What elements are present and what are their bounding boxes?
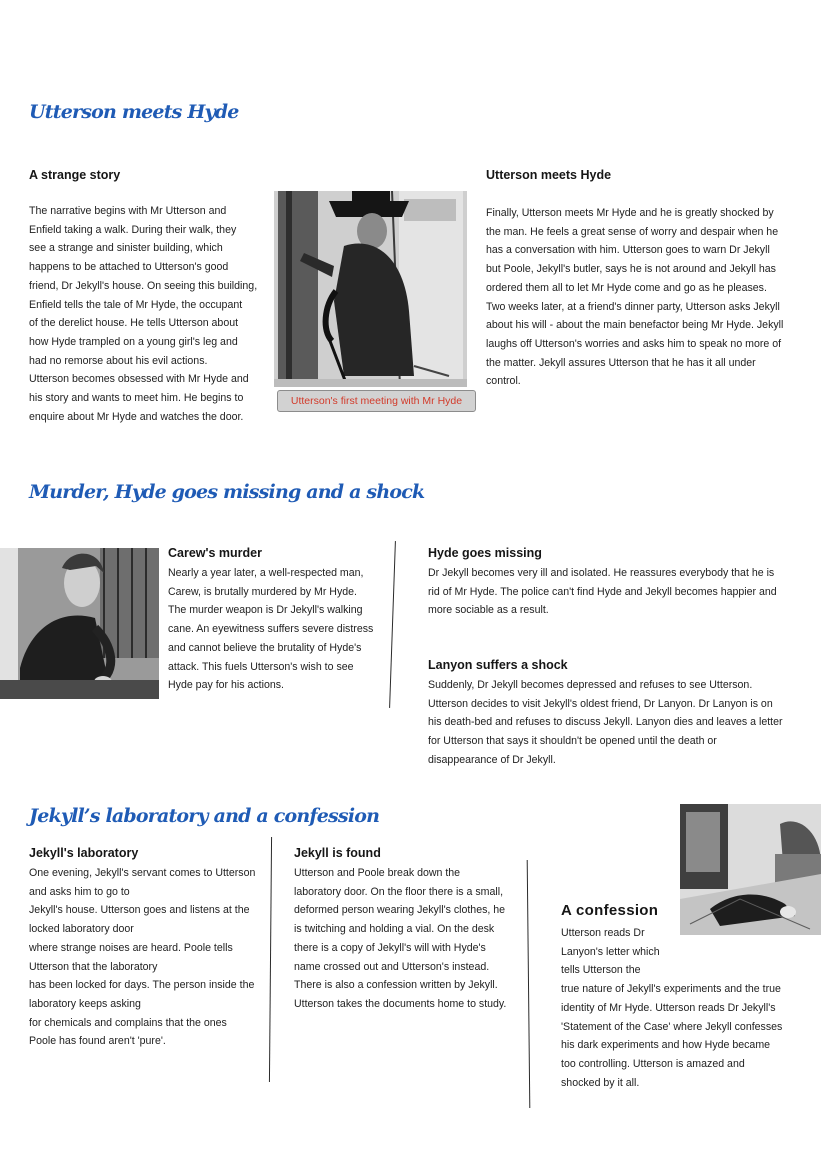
heading-hyde-goes-missing: Hyde goes missing [428,546,542,560]
text-strange-story: The narrative begins with Mr Utterson and Enfield taking a walk. During their walk, they see a strange and sinister building, which happens to be attached to Utterson's good friend, Dr Jekyll's house. On seeing this building, Enfield tells the tale of Mr Hyde, the occupant of the derelict house. He tells Utterson about how Hyde trampled on a young girl's leg and had no remorse about his evil actions. Utterson becomes obsessed with Mr Hyde and his story and wants to meet him. He begins to enquire about Mr Hyde and watches the door. [29,205,258,423]
heading-utterson-meets-hyde: Utterson meets Hyde [486,168,612,182]
text-hyde-goes-missing: Dr Jekyll becomes very ill and isolated. He reassures everybody that he is rid of Mr Hyde. The police can't find Hyde and Jekyll becomes happier and more sociable as a result. [428,567,777,617]
photo-hyde-crouching [0,548,159,699]
heading-a-confession: A confession [561,902,659,919]
text-utterson-meets-hyde: Finally, Utterson meets Mr Hyde and he is greatly shocked by the man. He feels a great sense of worry and despair when he has a conversation with him. Utterson goes to warn Dr Jekyll but Poole, Jekyll's butler, says he is not around and Jekyll has ordered them all to let Mr Hyde come and go as he pleases. Two weeks later, at a friend's dinner party, Utterson asks Jekyll about his will - about the main benefactor being Mr Hyde. Jekyll laughs off Utterson's worries and asks him to speak no more of the matter. Jekyll assures Utterson that he has it all under control. [486,207,784,388]
column-divider [269,837,272,1082]
heading-jekyll-is-found: Jekyll is found [294,846,381,860]
illustration-jekyll-on-floor [680,804,821,935]
column-divider [527,860,531,1108]
figure-caption: Utterson's first meeting with Mr Hyde [290,395,463,407]
text-lanyon-shock: Suddenly, Dr Jekyll becomes depressed and refuses to see Utterson. Utterson decides to visit Jekyll's oldest friend, Dr Lanyon. Dr Lanyon is on his death-bed and refuses to discuss Jekyll. Lanyon dies and leaves a letter for Utterson that says it shouldn't be opened until the death or disappearance of Dr Jekyll. [428,679,783,766]
text-jekyll-is-found: Utterson and Poole break down the laboratory door. On the floor there is a small, deformed person wearing Jekyll's clothes, he is twitching and holding a vial. On the desk there is a copy of Jekyll's will with Hyde's name crossed out and Utterson's instead. There is also a confession written by Jekyll. Utterson takes the documents home to study. [294,867,507,1010]
text-carews-murder: Nearly a year later, a well-respected man, Carew, is brutally murdered by Mr Hyde. The murder weapon is Dr Jekyll's walking cane. An eyewitness suffers severe distress and cannot believe the brutality of Hyde's attack. This fuels Utterson's wish to see Hyde pay for his actions. [168,567,374,692]
illustration-hyde-at-door [274,191,467,387]
text-jekylls-laboratory: One evening, Jekyll's servant comes to Utterson and asks him to go to Jekyll's house. Utterson goes and listens at the locked laboratory door where strange noises are heard. Poole tells Utterson that the laboratory has been locked for days. The person inside the laboratory keeps asking for chemicals and complains that the ones Poole has found aren't 'pure'. [29,867,256,1048]
column-divider [389,541,396,708]
heading-jekylls-laboratory: Jekyll's laboratory [29,846,139,860]
heading-carews-murder: Carew's murder [168,546,262,560]
heading-lanyon-shock: Lanyon suffers a shock [428,658,568,672]
section-title-utterson-meets-hyde: Utterson meets Hyde [29,101,239,123]
section-title-laboratory: Jekyll’s laboratory and a confession [29,805,380,827]
text-a-confession: Utterson reads Dr Lanyon's letter which tells Utterson the true nature of Jekyll's experiments and the true identity of Mr Hyde. Utterson reads Dr Jekyll's 'Statement of the Case' where Jekyll confesses his dark experiments and how Hyde became too controlling. Utterson is amazed and shocked by it all. [561,927,783,1089]
section-title-murder: Murder, Hyde goes missing and a shock [29,481,425,503]
figure-caption-box [277,390,476,412]
heading-strange-story: A strange story [29,168,121,182]
